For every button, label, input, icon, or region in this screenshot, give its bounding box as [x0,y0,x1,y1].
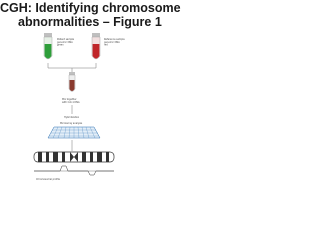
hybridization-label: Hybridization [64,116,80,119]
connector-left [48,63,72,72]
reference-sample-label: Reference sample genomic DNA red [104,38,125,47]
mixed-sample-tube [69,72,75,92]
title-line-1: CGH: Identifying chromosome [0,1,181,15]
title-line-2: abnormalities – Figure 1 [18,15,162,29]
reference-sample-tube [92,33,100,59]
patient-sample-label: Patient sample genomic DNA green [57,38,75,47]
profile-plot [34,166,114,175]
cgh-diagram [0,0,162,198]
patient-sample-tube [44,33,52,59]
chromosome-ideogram [34,152,114,162]
connector-right [72,63,96,68]
array-label: Microarray analysis [60,122,83,125]
mix-label: Mix together with Cot-1 DNA [62,98,80,104]
microarray [48,127,100,138]
profile-caption: Chromosomal profile [36,178,60,181]
